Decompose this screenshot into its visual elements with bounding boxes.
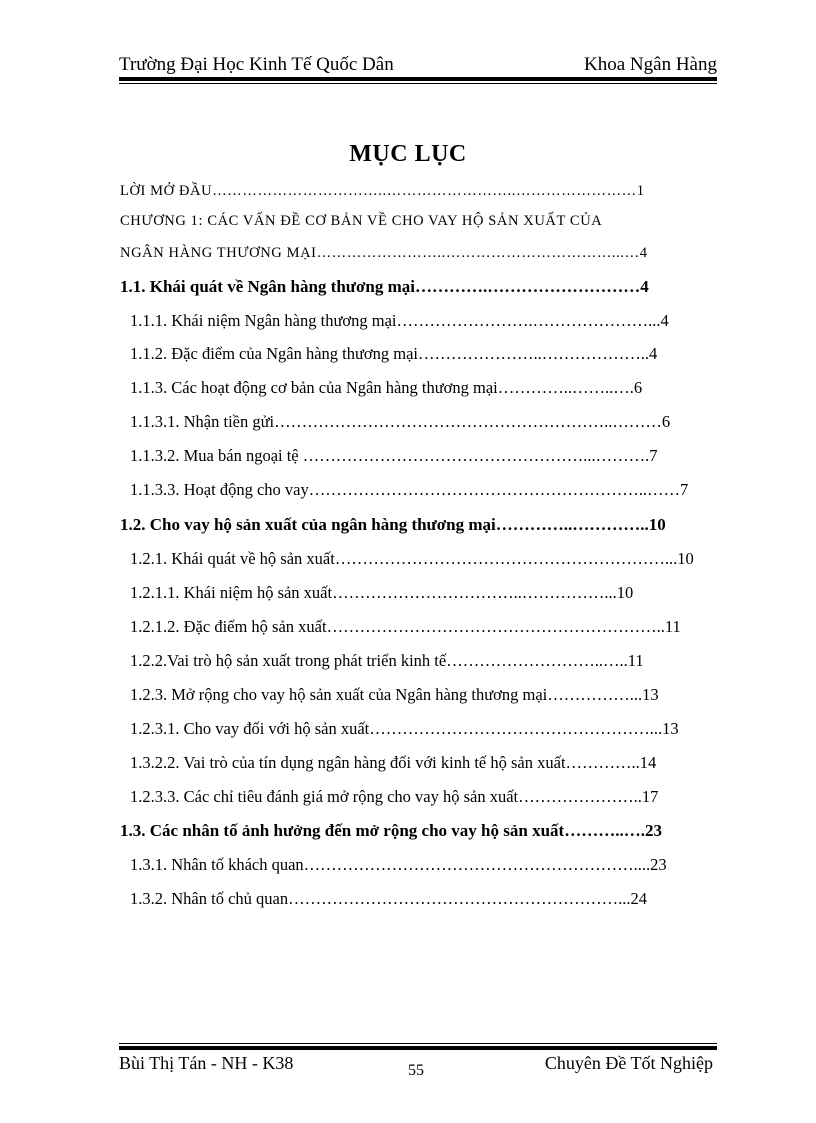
toc-entry [130,580,633,606]
toc-entry-section [120,274,649,300]
page-title: MỤC LỤC [349,141,467,167]
toc-entry-label: 1.1.3.3. Hoạt động cho vay [130,480,309,499]
toc-entry-page: 23 [650,855,667,874]
toc-entry-leader: ……………………………………………………... [334,549,678,568]
toc-entry [130,852,667,878]
toc-entry-label: 1.2.3. Mở rộng cho vay hộ sản xuất của Ngân hàng thương mại [130,685,548,704]
toc-entry-page: 4 [639,245,648,261]
toc-entry [130,308,669,334]
toc-entry-label: 1.2.3.1. Cho vay đối với hộ sản xuất [130,719,370,738]
toc-entry [130,375,642,401]
toc-entry [130,648,644,674]
toc-entry-leader: ……………………………..……………………..…………………… [212,183,637,199]
toc-entry-label: 1.2.1.1. Khái niệm hộ sản xuất [130,583,333,602]
toc-entry-page: 10 [648,515,666,534]
footer-rule-thin [119,1043,717,1044]
toc-entry-page: 11 [664,617,681,636]
toc-entry-page: 10 [677,549,694,568]
toc-entry-page: 7 [649,446,658,465]
toc-entry [130,443,658,469]
toc-entry-label: 1.1.3. Các hoạt động cơ bản của Ngân hàng thương mại [130,378,498,397]
toc-entry-page: 6 [633,378,643,397]
toc-entry-page: 7 [679,480,689,499]
toc-entry-label: 1.2.3.3. Các chỉ tiêu đánh giá mở rộng cho vay hộ sản xuất [130,787,519,806]
toc-entry-page: 1 [636,183,645,199]
toc-entry-page: 11 [627,651,644,670]
toc-entry-page: 6 [661,412,671,431]
toc-entry-label: 1.1.1. Khái niệm Ngân hàng thương mại [130,311,397,330]
header-faculty: Khoa Ngân Hàng [584,54,717,75]
toc-entry [130,750,656,776]
toc-entry-leader: ……………………..……………………………...… [316,245,640,261]
toc-entry-page: 24 [630,889,647,908]
toc-entry [130,477,688,503]
toc-entry [130,682,659,708]
toc-entry-page: 13 [642,685,659,704]
toc-entry-page: 17 [641,787,659,806]
toc-entry [120,240,648,266]
toc-entry-label: 1.3.1. Nhân tố khách quan [130,855,304,874]
toc-entry-leader: ……………………………………………………..…… [308,480,680,499]
toc-entry [130,614,681,640]
toc-entry-leader: ……………... [547,685,643,704]
toc-entry [120,178,645,204]
footer-document-type: Chuyên Đề Tốt Nghiệp [544,1053,713,1073]
toc-entry [130,341,657,367]
header-university: Trường Đại Học Kinh Tế Quốc Dân [119,54,394,75]
toc-entry-label: 1.1.3.1. Nhận tiền gửi [130,412,275,431]
toc-entry-leader: ………..…. [564,821,645,840]
toc-entry-leader: ……………………………………………...………. [298,446,650,465]
toc-entry-label: 1.3.2.2. Vai trò của tín dụng ngân hàng đối với kinh tế hộ sản xuất [130,753,566,772]
toc-entry-page: 4 [640,277,649,296]
page-number: 55 [408,1062,424,1079]
toc-entry-label: 1.1.3.2. Mua bán ngoại tệ [130,446,299,465]
toc-entry-label: 1.2.1.2. Đặc điểm hộ sản xuất [130,617,327,636]
toc-entry-label: 1.3.2. Nhân tố chủ quan [130,889,289,908]
page-header [119,52,717,76]
toc-entry-leader: ……………………………………………………... [288,889,631,908]
toc-entry-page: 13 [662,719,679,738]
toc-entry-label: 1.2.1. Khái quát về hộ sản xuất [130,549,335,568]
toc-entry-leader: …………………………………………………….... [303,855,651,874]
footer-author: Bùi Thị Tán - NH - K38 [119,1053,294,1073]
toc-entry [130,886,647,912]
toc-entry-leader: ………………….. [518,787,642,806]
toc-entry-label: CHƯƠNG 1: CÁC VẤN ĐỀ CƠ BẢN VỀ CHO VAY HỘ SẢN XUẤT CỦA [120,213,603,229]
toc-entry-label: 1.3. Các nhân tố ảnh hưởng đến mở rộng cho vay hộ sản xuất [120,821,565,840]
toc-entry-page: 10 [616,583,634,602]
toc-entry-leader: ………………………..….. [446,651,628,670]
toc-entry [130,546,694,572]
header-rule-thick [119,77,717,81]
toc-entry-leader: ………….. [565,753,640,772]
toc-entry-leader: …………..………….. [495,515,649,534]
toc-entry [130,716,679,742]
toc-entry-page: 4 [660,311,669,330]
toc-entry-page: 14 [639,753,657,772]
toc-entry-label: LỜI MỞ ĐẦU [120,183,213,199]
header-rule-thin [119,83,717,84]
toc-entry-label: 1.1.2. Đặc điểm của Ngân hàng thương mại [130,344,419,363]
toc-entry [130,409,670,435]
toc-entry-page: 23 [644,821,662,840]
toc-entry-leader: …………………..……………….. [418,344,650,363]
toc-entry-section [120,818,662,844]
toc-entry [130,784,658,810]
footer-rule-thick [119,1046,717,1050]
toc-entry-leader: ……………………………………………... [369,719,663,738]
toc-entry-page: 4 [649,344,658,363]
toc-entry-label: 1.2.2.Vai trò hộ sản xuất trong phát triển kinh tế [130,651,447,670]
toc-entry-label: 1.1. Khái quát về Ngân hàng thương mại [120,277,415,296]
toc-entry [120,208,602,234]
toc-entry-leader: ………….……………………… [414,277,641,296]
toc-entry-leader: …………………………………………………….. [326,617,665,636]
toc-entry-leader: …………..……..…. [497,378,634,397]
toc-entry-section [120,512,666,538]
toc-entry-leader: ……………………………..……………... [332,583,617,602]
toc-entry-label: NGÂN HÀNG THƯƠNG MẠI [120,245,317,261]
toc-entry-leader: ……………………………………………………..……… [274,412,662,431]
toc-entry-leader: …………………….…………………... [396,311,661,330]
toc-entry-label: 1.2. Cho vay hộ sản xuất của ngân hàng thương mại [120,515,496,534]
